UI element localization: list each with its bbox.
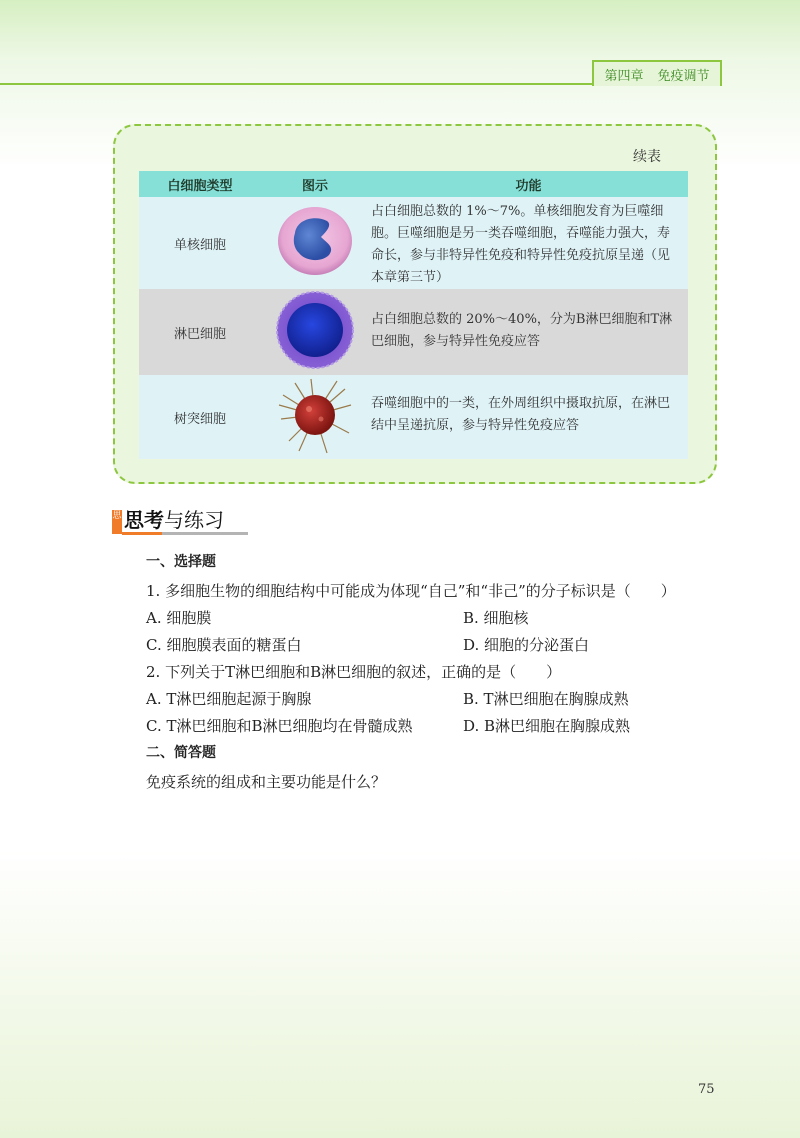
- chapter-label: 第四章: [604, 68, 644, 84]
- part-heading-choice: 一、选择题: [146, 554, 216, 570]
- table-row: [139, 197, 688, 289]
- white-cell-table: [139, 171, 688, 459]
- column-header: 功能: [369, 171, 688, 197]
- q2-option-b: B. T淋巴细胞在胸腺成熟: [463, 690, 629, 708]
- q1-option-c: C. 细胞膜表面的糖蛋白: [146, 636, 302, 654]
- page-number: 75: [698, 1082, 715, 1097]
- q2-option-a: A. T淋巴细胞起源于胸腺: [146, 690, 312, 708]
- table-row: [139, 289, 688, 375]
- section-tag: 思: [112, 510, 122, 534]
- section-title-rest: 与练习: [164, 508, 224, 532]
- section-title-bold: 思考: [124, 508, 164, 532]
- question-2: 2. 下列关于T淋巴细胞和B淋巴细胞的叙述，正确的是（ ）: [146, 663, 562, 681]
- exercise-section-title: [108, 500, 308, 540]
- part-heading-short-answer: 二、简答题: [146, 745, 216, 761]
- monocyte-image: [275, 203, 355, 279]
- q1-option-b: B. 细胞核: [463, 609, 529, 627]
- q1-option-d: D. 细胞的分泌蛋白: [463, 636, 590, 654]
- question-1: 1. 多细胞生物的细胞结构中可能成为体现“自己”和“非己”的分子标识是（ ）: [146, 582, 676, 600]
- q2-option-d: D. B淋巴细胞在胸腺成熟: [463, 717, 631, 735]
- continued-label: 续表: [633, 149, 661, 165]
- cell-function: 占白细胞总数的 1%～7%。单核细胞发育为巨噬细胞。巨噬细胞是另一类吞噬细胞，吞噬能力强大，寿命长，参与非特异性免疫和特异性免疫抗原呈递（见本章第三节）: [371, 204, 671, 285]
- cell-type: 淋巴细胞: [139, 289, 261, 375]
- chapter-header: [592, 60, 722, 86]
- section-underline-accent: [122, 532, 162, 535]
- question-3: 免疫系统的组成和主要功能是什么？: [146, 773, 387, 791]
- cell-function: 吞噬细胞中的一类，在外周组织中摄取抗原，在淋巴结中呈递抗原，参与特异性免疫应答: [371, 396, 671, 433]
- cell-type: 树突细胞: [139, 375, 261, 459]
- section-label: 免疫调节: [657, 68, 710, 84]
- q1-option-a: A. 细胞膜: [146, 609, 212, 627]
- dendritic-cell-image: [275, 375, 355, 455]
- column-header: 白细胞类型: [139, 171, 261, 197]
- table-header-row: [139, 171, 688, 197]
- cell-function: 占白细胞总数的 20%～40%，分为B淋巴细胞和T淋巴细胞，参与特异性免疫应答: [371, 312, 673, 349]
- q2-option-c: C. T淋巴细胞和B淋巴细胞均在骨髓成熟: [146, 717, 413, 735]
- table-row: [139, 375, 688, 459]
- column-header: 图示: [261, 171, 369, 197]
- cell-type: 单核细胞: [139, 197, 261, 289]
- lymphocyte-image: [275, 290, 355, 370]
